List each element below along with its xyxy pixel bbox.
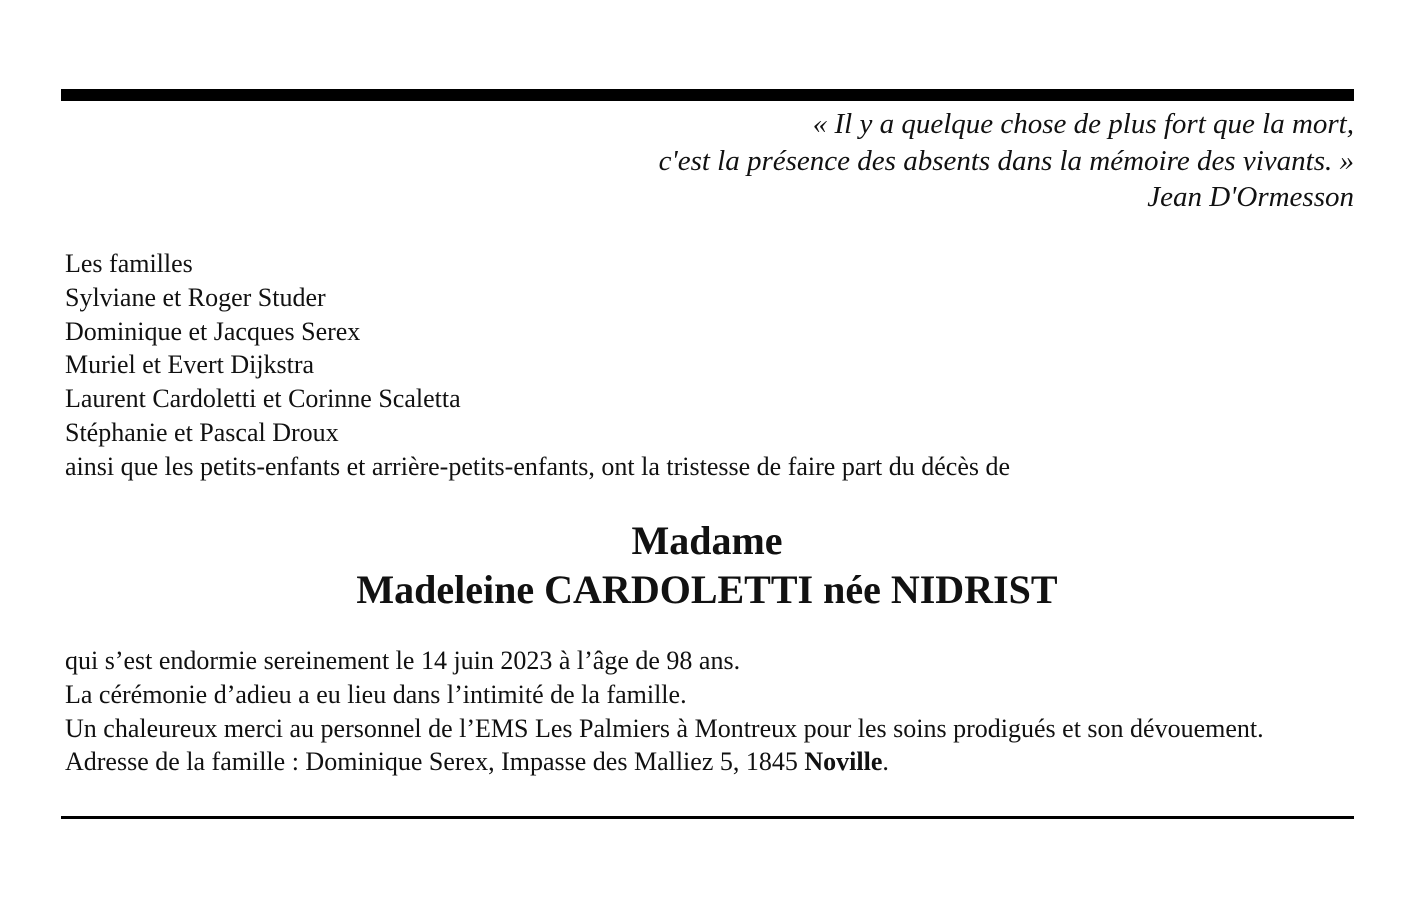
- family-name: Stéphanie et Pascal Droux: [65, 417, 339, 447]
- families-intro: Les familles: [65, 249, 193, 278]
- epigraph-quote: [659, 106, 1354, 216]
- family-name: Sylviane et Roger Studer: [65, 282, 326, 312]
- deceased-name: Madeleine CARDOLETTI née NIDRIST: [356, 567, 1058, 612]
- families-block: [65, 247, 1010, 484]
- ceremony-details: La cérémonie d’adieu a eu lieu dans l’intimité de la famille.: [65, 679, 687, 709]
- quote-line-1: « Il y a quelque chose de plus fort que la mort,: [812, 108, 1354, 140]
- family-name: Muriel et Evert Dijkstra: [65, 350, 315, 380]
- family-name: Dominique et Jacques Serex: [65, 316, 361, 346]
- thanks-text: Un chaleureux merci au personnel de l’EMS Les Palmiers à Montreux pour les soins prodigués et son dévouement.: [65, 713, 1264, 743]
- address-town: Noville: [804, 747, 883, 777]
- announcement-text: ainsi que les petits-enfants et arrière-petits-enfants, ont la tristesse de faire part du décès de: [65, 451, 1011, 481]
- deceased-title: [0, 516, 1414, 614]
- bottom-rule: [61, 816, 1354, 819]
- address-suffix: .: [882, 747, 889, 777]
- obituary-notice: [61, 89, 1354, 101]
- address-prefix: Adresse de la famille : Dominique Serex, Impasse des Malliez 5, 1845: [65, 747, 805, 777]
- family-name: Laurent Cardoletti et Corinne Scaletta: [65, 384, 461, 414]
- quote-author: Jean D'Ormesson: [1147, 181, 1354, 213]
- passing-details: qui s’est endormie sereinement le 14 juin 2023 à l’âge de 98 ans.: [65, 646, 741, 675]
- quote-line-2: c'est la présence des absents dans la mémoire des vivants. »: [658, 144, 1354, 177]
- family-address: [65, 745, 1305, 779]
- details-block: [65, 644, 1305, 779]
- deceased-honorific: Madame: [631, 518, 783, 563]
- top-rule: [61, 89, 1354, 101]
